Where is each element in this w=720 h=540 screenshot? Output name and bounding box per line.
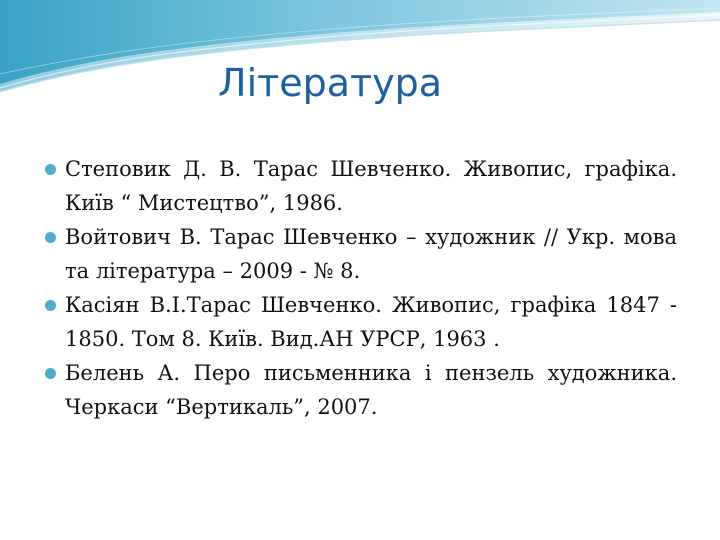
- list-item: [42, 152, 677, 220]
- list-item: [42, 356, 677, 424]
- bullet-icon: [45, 232, 56, 243]
- list-item: [42, 288, 677, 356]
- list-item: [42, 220, 677, 288]
- bullet-icon: [45, 164, 56, 175]
- slide-title: Література: [218, 61, 443, 105]
- reference-text: Степовик Д. В. Тарас Шевченко. Живопис, графіка. Київ “ Мистецтво”, 1986.: [65, 157, 677, 215]
- reference-text: Касіян В.І.Тарас Шевченко. Живопис, графіка 1847 - 1850. Том 8. Київ. Вид.АН УРСР, 1963 .: [65, 293, 677, 351]
- bullet-icon: [45, 368, 56, 379]
- reference-text: Белень А. Перо письменника і пензель художника. Черкаси “Вертикаль”, 2007.: [65, 361, 677, 419]
- reference-text: Войтович В. Тарас Шевченко – художник // Укр. мова та література – 2009 - № 8.: [65, 225, 677, 283]
- bullet-icon: [45, 300, 56, 311]
- references-list: [42, 152, 677, 424]
